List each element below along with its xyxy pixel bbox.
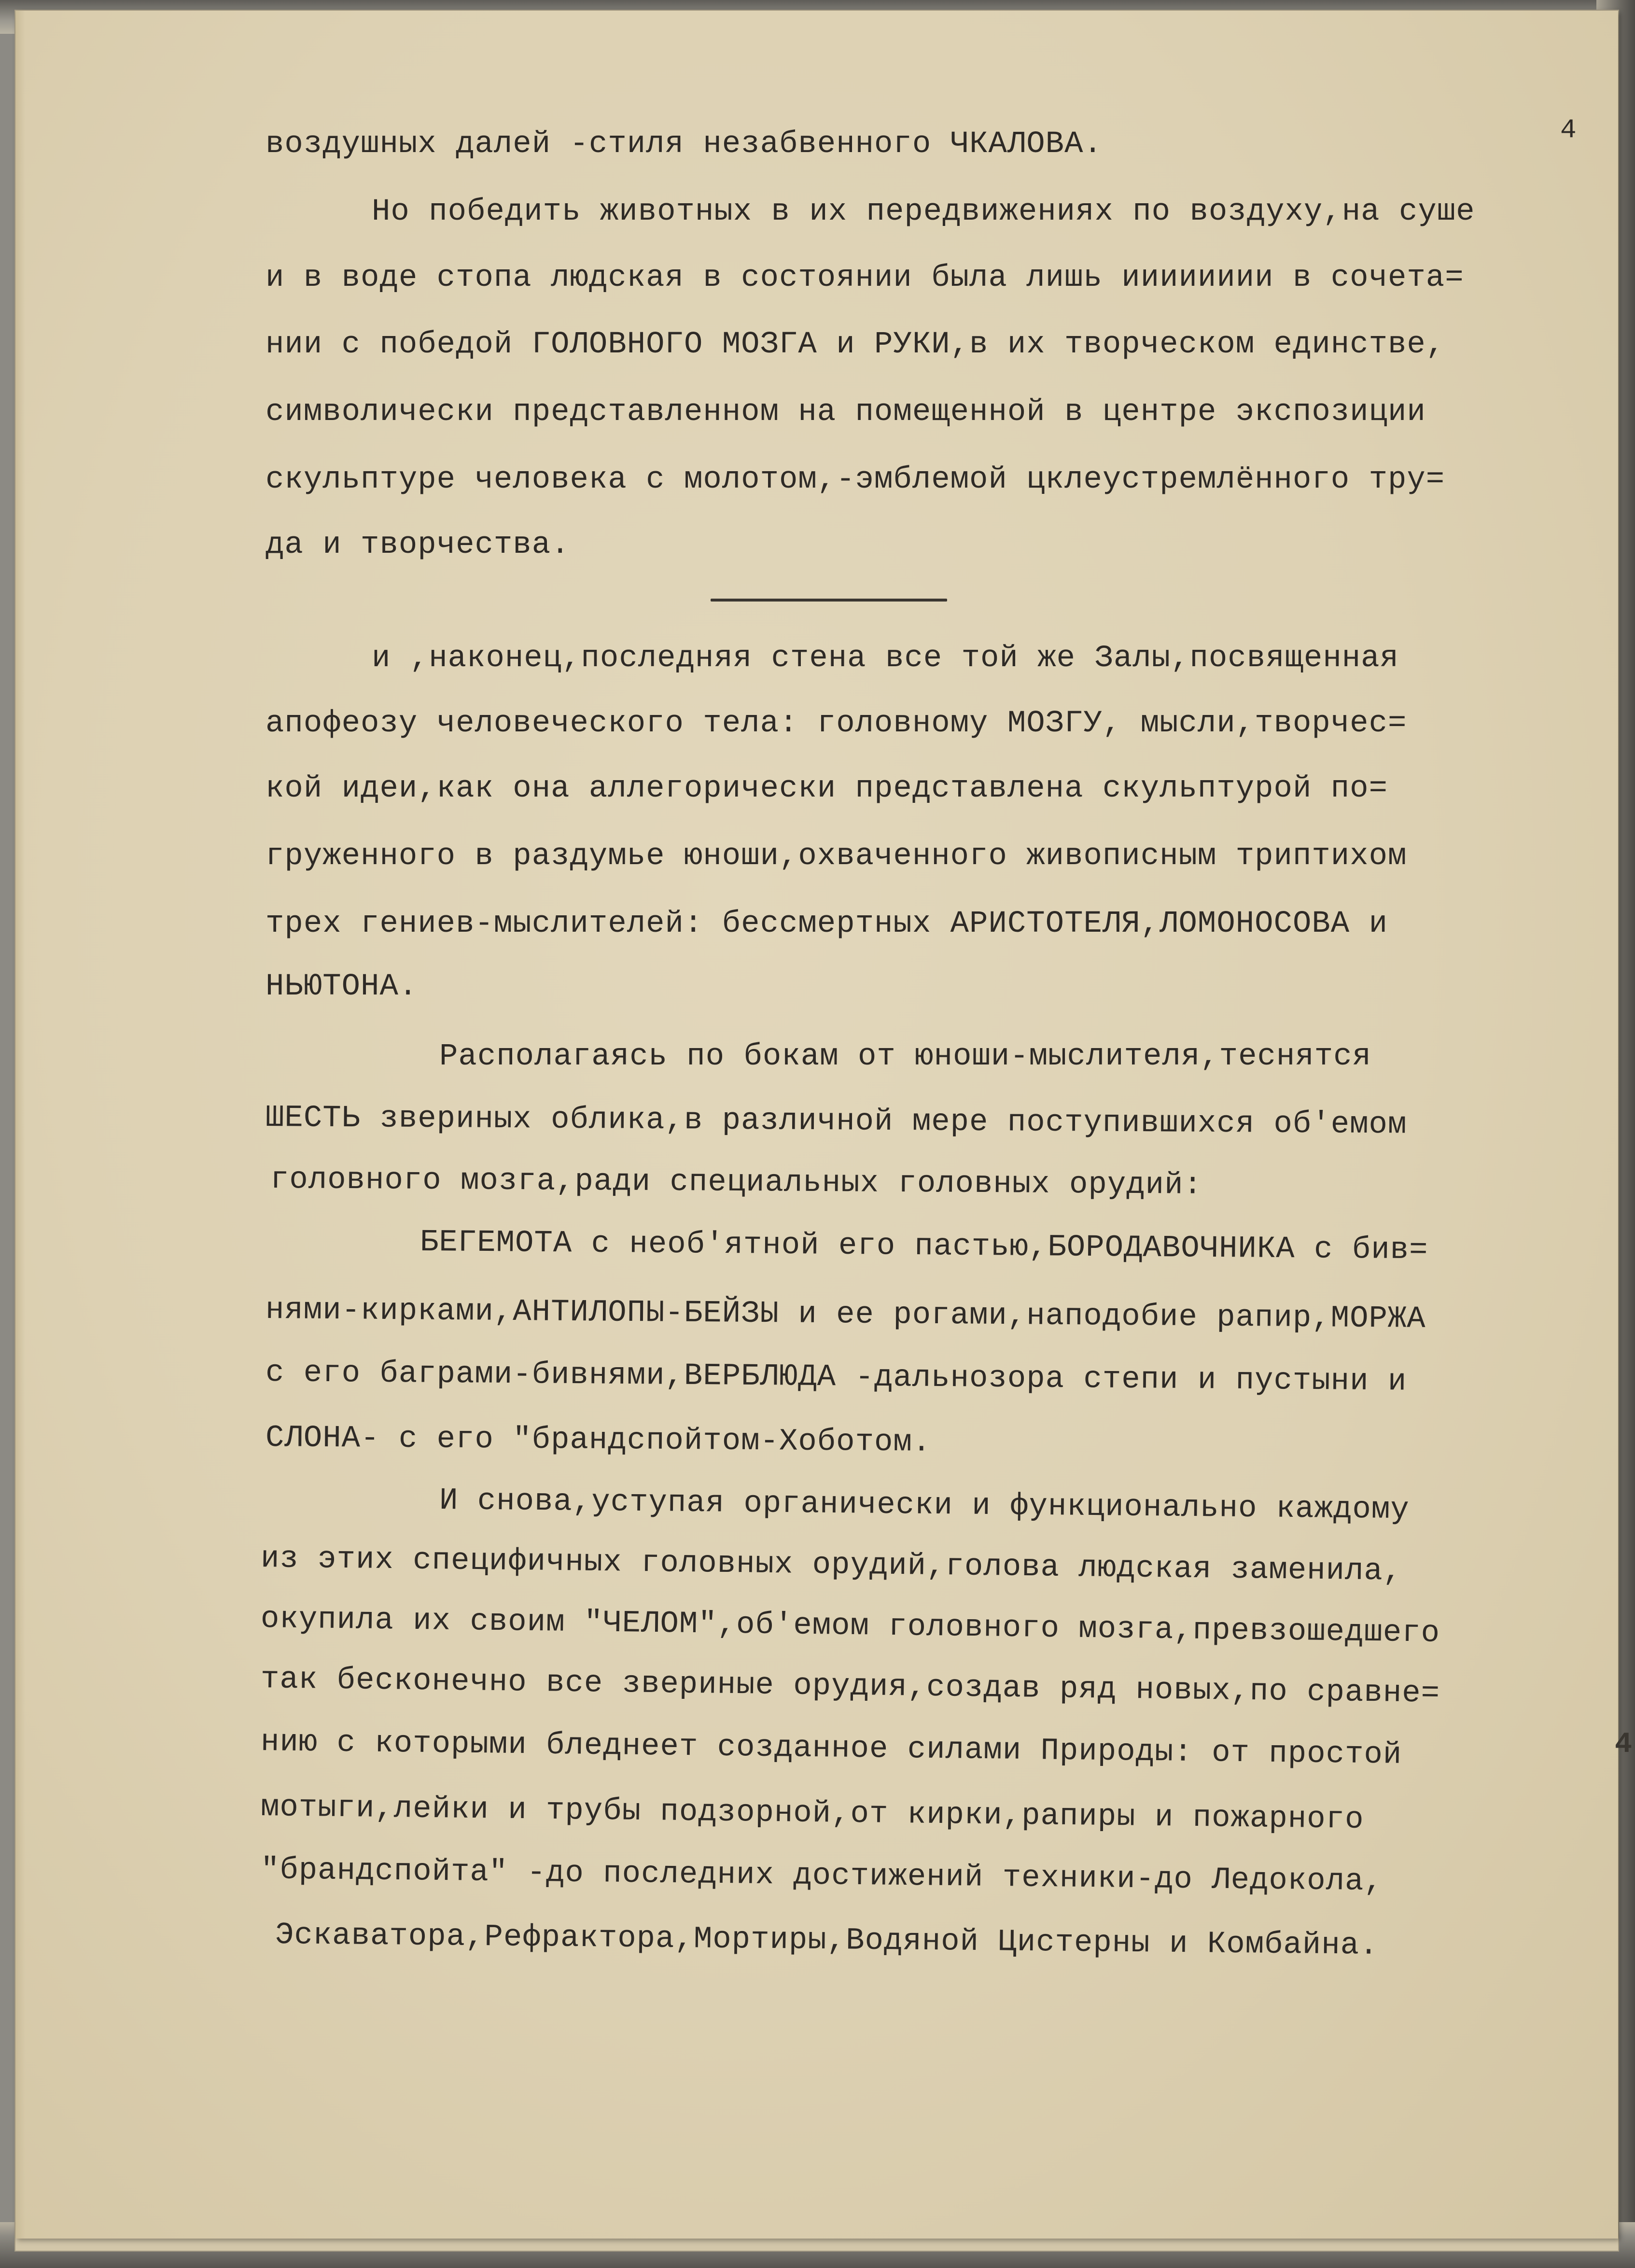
text-line: груженного в раздумье юноши,охваченного живописным триптихом — [266, 839, 1407, 874]
text-line: и ,наконец,последняя стена все той же Залы,посвященная — [372, 641, 1399, 676]
text-line: Эскаватора,Рефрактора,Мортиры,Водяной Цистерны и Комбайна. — [275, 1918, 1379, 1963]
text-line: СЛОНА- с его "брандспойтом-Хоботом. — [265, 1421, 932, 1460]
text-line: так бесконечно все звериные орудия,создав ряд новых,по сравне= — [260, 1662, 1440, 1711]
text-line: символически представленном на помещенной в центре экспозиции — [266, 395, 1426, 430]
page-edge-shadow — [15, 11, 25, 2239]
section-divider — [711, 599, 947, 602]
underlying-sheet — [14, 10, 1619, 2252]
text-line: скульптуре человека с молотом,-эмблемой цклеустремлённого тру= — [266, 462, 1445, 497]
margin-page-mark: 4 — [1615, 1728, 1633, 1761]
page-number: 4 — [1560, 114, 1577, 145]
text-line: "брандспойта" -до последних достижений техники-до Ледокола, — [260, 1853, 1383, 1900]
text-line: головного мозга,ради специальных головных орудий: — [270, 1162, 1203, 1203]
text-line: И снова,уступая органически и функционально каждому — [439, 1484, 1410, 1528]
text-line: нию с которыми бледнеет созданное силами Природы: от простой — [260, 1725, 1402, 1773]
text-line: трех гениев-мыслителей: бессмертных АРИСТОТЕЛЯ,ЛОМОНОСОВА и — [266, 907, 1388, 941]
text-line: окупила их своим "ЧЕЛОМ",об'емом головного мозга,превзошедшего — [260, 1602, 1440, 1651]
typewritten-page — [15, 11, 1618, 2239]
text-line: и в воде стопа людская в состоянии была лишь ииииииии в сочета= — [266, 261, 1464, 295]
text-line: НЬЮТОНА. — [266, 969, 418, 1004]
text-line: кой идеи,как она аллегорически представлена скульптурой по= — [266, 771, 1388, 806]
text-line: да и творчества. — [266, 528, 570, 562]
text-line: Но победить животных в их передвижениях по воздуху,на суше — [372, 195, 1475, 229]
text-line: с его баграми-бивнями,ВЕРБЛЮДА -дальнозора степи и пустыни и — [265, 1356, 1407, 1400]
text-line: из этих специфичных головных орудий,голова людская заменила, — [260, 1541, 1402, 1589]
text-line: нями-кирками,АНТИЛОПЫ-БЕЙЗЫ и ее рогами,наподобие рапир,МОРЖА — [265, 1293, 1426, 1337]
text-line: апофеозу человеческого тела: головному МОЗГУ, мысли,творчес= — [266, 706, 1407, 741]
text-line: воздушных далей -стиля незабвенного ЧКАЛОВА. — [266, 127, 1103, 162]
text-line: ШЕСТЬ звериных облика,в различной мере поступившихся об'емом — [265, 1101, 1407, 1143]
text-line: Располагаясь по бокам от юноши-мыслителя,теснятся — [439, 1039, 1371, 1074]
text-line: БЕГЕМОТА с необ'ятной его пастью,БОРОДАВОЧНИКА с бив= — [419, 1225, 1428, 1268]
text-line: мотыги,лейки и трубы подзорной,от кирки,рапиры и пожарного — [260, 1790, 1364, 1837]
text-line: нии с победой ГОЛОВНОГО МОЗГА и РУКИ,в их творческом единстве, — [266, 327, 1445, 362]
